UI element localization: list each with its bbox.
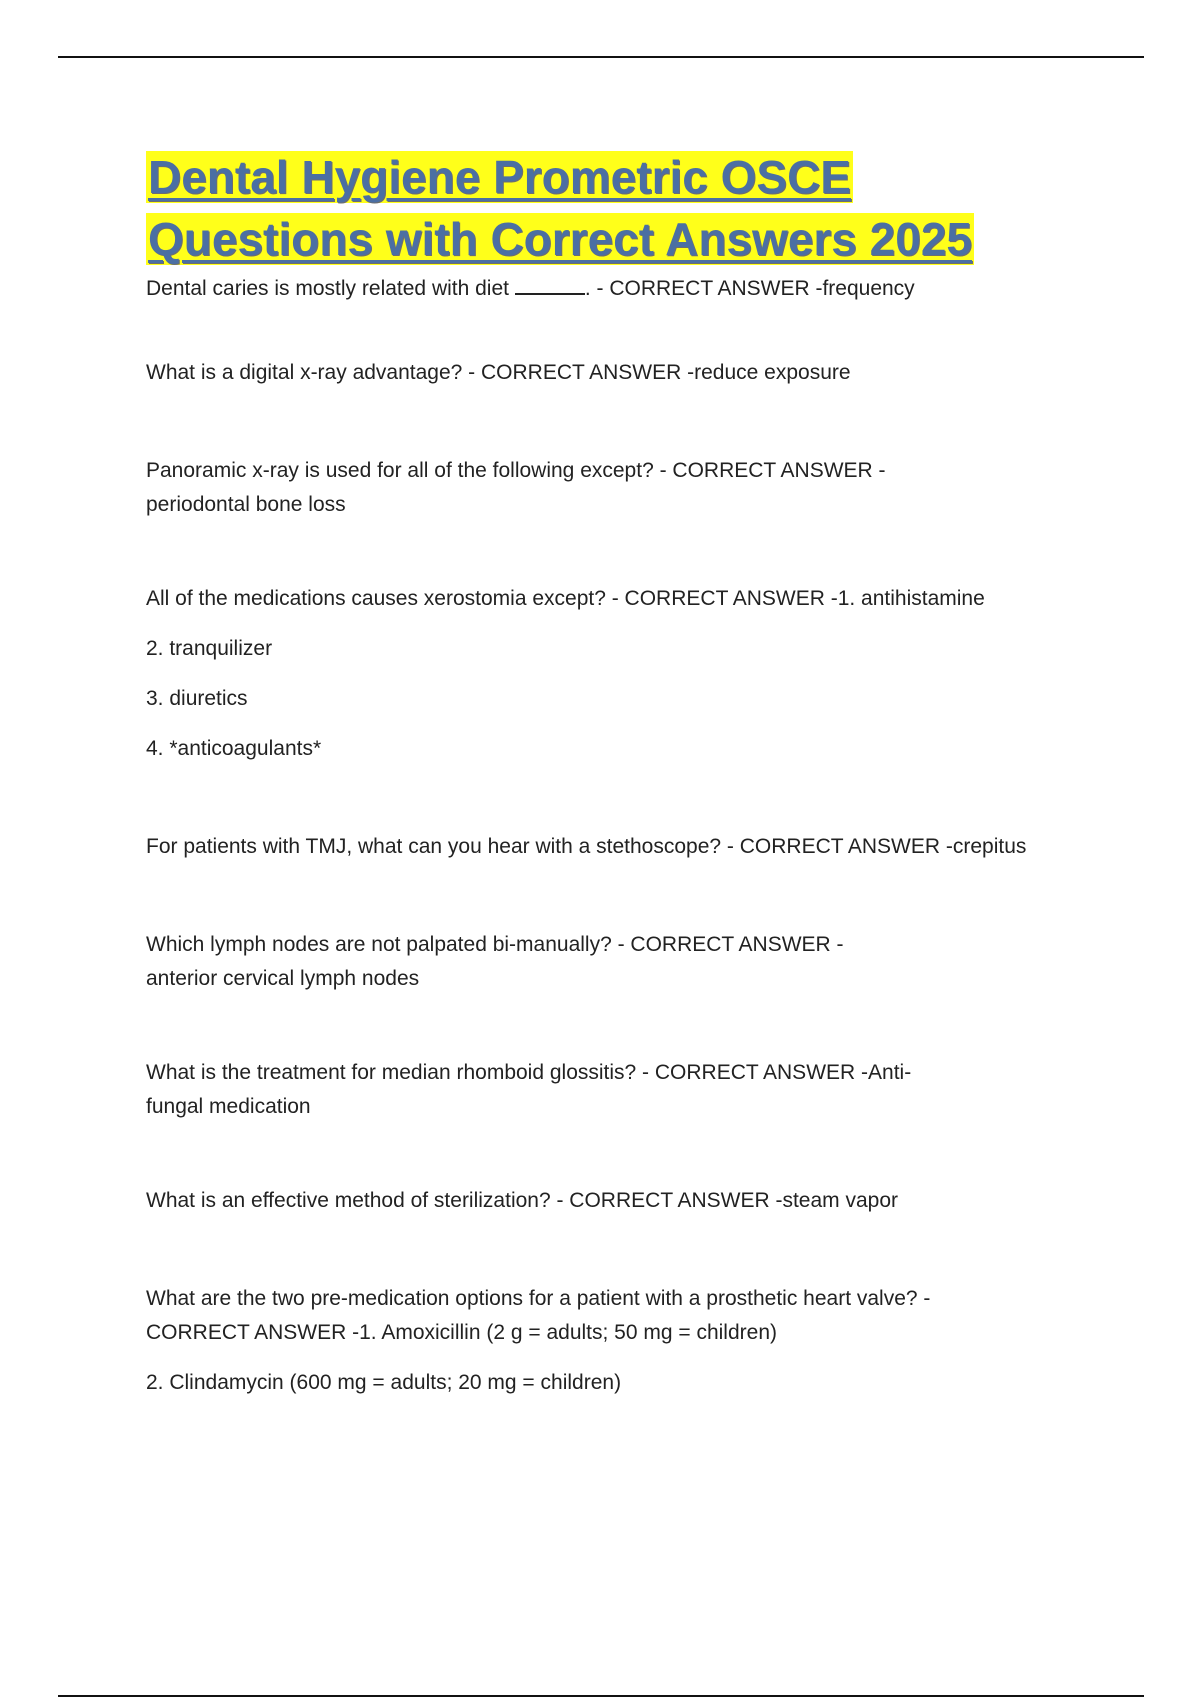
- qa-item-1: [146, 272, 1076, 306]
- qa-line: What is a digital x-ray advantage? - CORRECT ANSWER -reduce exposure: [146, 361, 851, 384]
- qa-item-4: [146, 582, 1076, 766]
- qa-item-7: [146, 1056, 1076, 1124]
- qa-item-6: [146, 928, 1076, 996]
- title-line-1: Dental Hygiene Prometric OSCE: [148, 151, 851, 203]
- document-title: [146, 146, 1076, 270]
- qa-line: What is an effective method of sterilization? - CORRECT ANSWER -steam vapor: [146, 1189, 898, 1212]
- qa-line: CORRECT ANSWER -1. Amoxicillin (2 g = adults; 50 mg = children): [146, 1321, 777, 1344]
- document-body: [146, 146, 1076, 1460]
- list-item: 3. diuretics: [146, 687, 248, 710]
- qa-item-9: [146, 1282, 1076, 1400]
- qa-item-5: [146, 830, 1076, 864]
- qa-line: Which lymph nodes are not palpated bi-manually? - CORRECT ANSWER -: [146, 933, 844, 956]
- qa-line: What are the two pre-medication options for a patient with a prosthetic heart valve? -: [146, 1287, 931, 1310]
- qa-line: Panoramic x-ray is used for all of the following except? - CORRECT ANSWER -: [146, 459, 886, 482]
- qa-line: What is the treatment for median rhomboid glossitis? - CORRECT ANSWER -Anti-: [146, 1061, 912, 1084]
- answer-text: . - CORRECT ANSWER -frequency: [584, 277, 915, 300]
- qa-line: All of the medications causes xerostomia except? - CORRECT ANSWER -1. antihistamine: [146, 587, 985, 610]
- qa-line: For patients with TMJ, what can you hear with a stethoscope? - CORRECT ANSWER -crepitus: [146, 835, 1027, 858]
- list-item: 2. tranquilizer: [146, 637, 273, 660]
- list-item: 2. Clindamycin (600 mg = adults; 20 mg = children): [146, 1371, 622, 1394]
- qa-line: fungal medication: [146, 1095, 311, 1118]
- qa-item-3: [146, 454, 1076, 522]
- qa-item-2: [146, 356, 1076, 390]
- qa-item-8: [146, 1184, 1076, 1218]
- question-text: Dental caries is mostly related with diet: [146, 277, 509, 300]
- qa-line: anterior cervical lymph nodes: [146, 967, 420, 990]
- fill-in-blank: [515, 275, 585, 295]
- title-line-2: Questions with Correct Answers 2025: [148, 213, 973, 265]
- bottom-rule: [58, 1695, 1144, 1697]
- list-item: 4. *anticoagulants*: [146, 737, 322, 760]
- qa-line: periodontal bone loss: [146, 493, 346, 516]
- top-rule: [58, 56, 1144, 58]
